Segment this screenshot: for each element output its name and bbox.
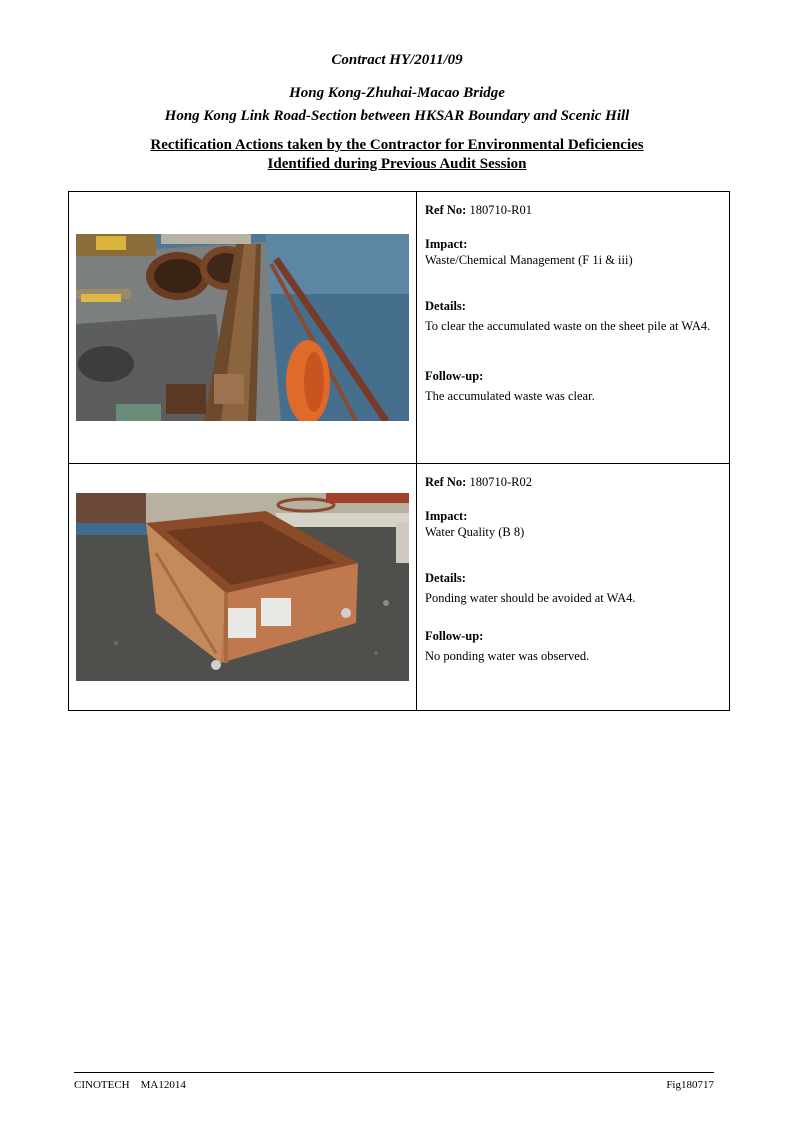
details-value: Ponding water should be avoided at WA4. bbox=[425, 591, 636, 605]
details-value: To clear the accumulated waste on the sheet pile at WA4. bbox=[425, 319, 711, 333]
photo-cell bbox=[69, 464, 417, 711]
info-cell bbox=[417, 192, 730, 464]
footer-company: CINOTECH bbox=[74, 1079, 130, 1091]
impact-value: Waste/Chemical Management (F 1i & iii) bbox=[425, 253, 633, 267]
impact-value: Water Quality (B 8) bbox=[425, 525, 525, 539]
ref-no-value: 180710-R02 bbox=[469, 475, 532, 489]
project-title-line-2: Hong Kong Link Road-Section between HKSAR Boundary and Scenic Hill bbox=[164, 108, 630, 124]
follow-up-label: Follow-up: bbox=[425, 629, 484, 643]
document-title-line-1: Rectification Actions taken by the Contractor for Environmental Deficiencies bbox=[150, 137, 644, 153]
footer-left bbox=[74, 1079, 186, 1091]
site-photo-sheet-pile bbox=[76, 234, 409, 421]
impact-label: Impact: bbox=[425, 509, 468, 523]
follow-up-value: No ponding water was observed. bbox=[425, 649, 590, 663]
document-title-line-2: Identified during Previous Audit Session bbox=[267, 156, 527, 172]
footer-divider bbox=[74, 1072, 714, 1073]
site-photo-skip-container bbox=[76, 493, 409, 681]
follow-up-label: Follow-up: bbox=[425, 369, 484, 383]
table-row bbox=[69, 464, 730, 711]
footer-report-id: MA12014 bbox=[140, 1079, 186, 1091]
footer-figure-number: Fig180717 bbox=[666, 1079, 714, 1091]
ref-no-value: 180710-R01 bbox=[469, 203, 532, 217]
photo-cell bbox=[69, 192, 417, 464]
impact-label: Impact: bbox=[425, 237, 468, 251]
info-cell bbox=[417, 464, 730, 711]
ref-no-label: Ref No: bbox=[425, 475, 467, 489]
details-label: Details: bbox=[425, 571, 466, 585]
table-row bbox=[69, 192, 730, 464]
ref-no-label: Ref No: bbox=[425, 203, 467, 217]
rectification-table bbox=[68, 191, 730, 711]
project-title-line-1: Hong Kong-Zhuhai-Macao Bridge bbox=[289, 85, 505, 101]
contract-title: Contract HY/2011/09 bbox=[331, 52, 463, 68]
follow-up-value: The accumulated waste was clear. bbox=[425, 389, 595, 403]
details-label: Details: bbox=[425, 299, 466, 313]
